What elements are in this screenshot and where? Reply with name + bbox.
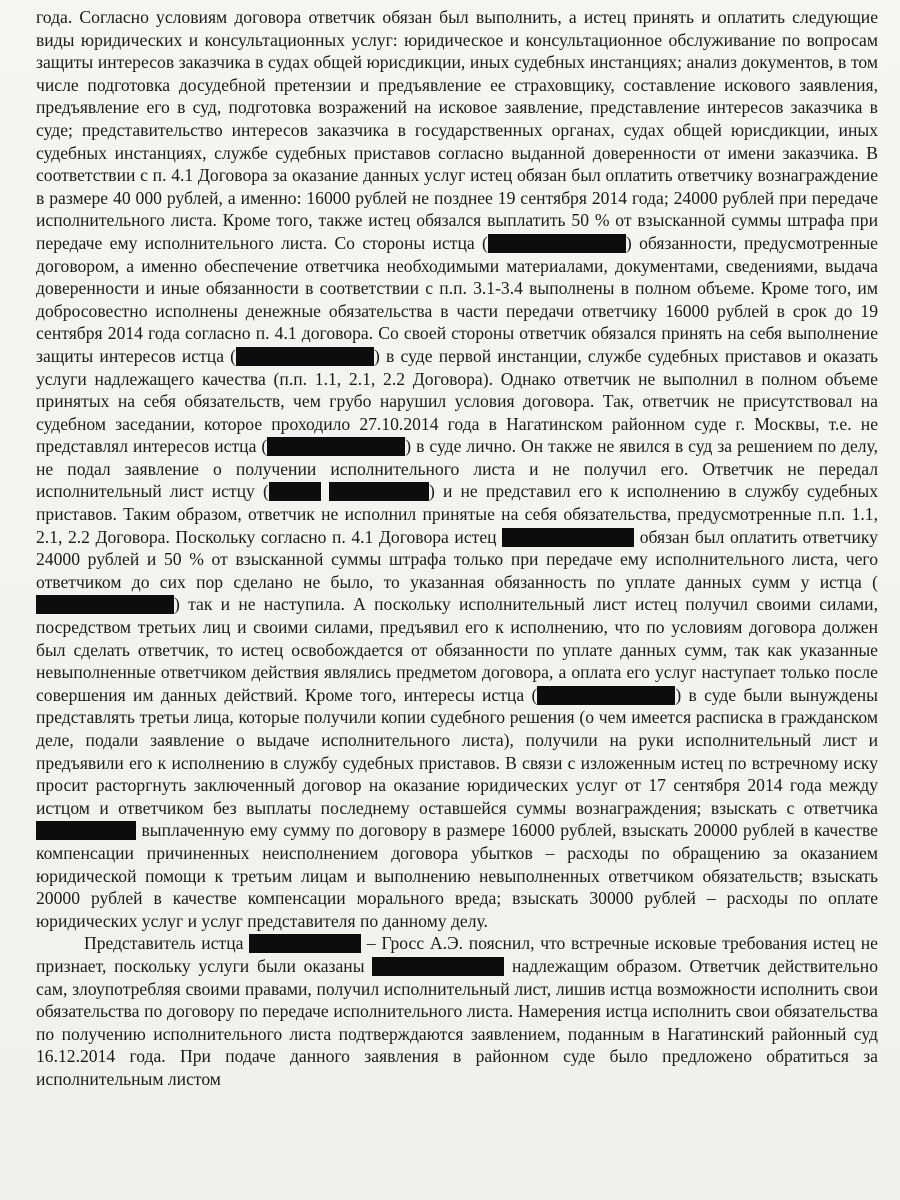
redaction-block bbox=[502, 528, 634, 547]
redaction-block bbox=[236, 347, 374, 366]
text-segment: – Гросс А.Э. пояснил, что встречные исковые требования истец не признает, поскольку услуги были оказаны bbox=[36, 933, 878, 976]
redaction-block bbox=[269, 482, 321, 501]
text-segment bbox=[321, 481, 329, 501]
text-segment: ) в суде были вынуждены представлять третьи лица, которые получили копии судебного решения (о чем имеется расписка в гражданском деле, подали заявление о выдаче исполнительного листа), получили на руки исполнительный лист и предъявили его к исполнению в службу судебных приставов. В связи с изложенным истец по встречному иску просит расторгнуть заключенный договор на оказание юридических услуг от 17 сентября 2014 года между истцом и ответчиком без выплаты последнему оставшейся суммы вознаграждения; взыскать с ответчика bbox=[36, 684, 878, 818]
redaction-block bbox=[36, 595, 174, 614]
paragraph-counterclaim bbox=[36, 6, 878, 932]
text-segment: ) обязанности, предусмотренные договором, а именно обеспечение ответчика необходимыми материалами, документами, сведениями, выдача доверенности и иные обязанности в соответствии с п.п. 3.1-3.4 выполнены в полном объеме. Кроме того, им добросовестно исполнены денежные обязательства в части передачи ответчику 16000 рублей в срок до 19 сентября 2014 года согласно п. 4.1 договора. Со своей стороны ответчик обязался принять на себя выполнение защиты интересов истца ( bbox=[36, 232, 878, 366]
redaction-block bbox=[488, 234, 626, 253]
text-segment: обязан был оплатить ответчику 24000 рублей и 50 % от взысканной суммы штрафа только при передаче ему исполнительного листа, чего ответчиком до сих пор сделано не было, то указанная обязанность по уплате данных сумм у истца ( bbox=[36, 526, 878, 592]
text-segment: ) так и не наступила. А поскольку исполнительный лист истец получил своими силами, посредством третьих лиц и своими силами, предъявил его к исполнению, что по условиям договора должен был сделать ответчик, то истец освобождается от обязанности по уплате данных сумм, так как указанные невыполненные ответчиком действия являлись предметом договора, а оплата его услуг наступает только после совершения им данных действий. Кроме того, интересы истца ( bbox=[36, 594, 878, 705]
text-segment: года. Согласно условиям договора ответчик обязан был выполнить, а истец принять и оплатить следующие виды юридических и консультационных услуг: юридическое и консультационное обслуживание по вопросам защиты интересов заказчика в судах общей юрисдикции, иных судебных инстанциях; анализ документов, в том числе подготовка досудебной претензии и предъявление ее страховщику, составление искового заявления, предъявление его в суд, подготовка возражений на исковое заявление, представление интересов заказчика в суде; представительство интересов заказчика в государственных органах, судах общей юрисдикции, иных судебных инстанциях, службе судебных приставов согласно выданной доверенности от имени заказчика. В соответствии с п. 4.1 Договора за оказание данных услуг истец обязан был оплатить ответчику вознаграждение в размере 40 000 рублей, а именно: 16000 рублей не позднее 19 сентября 2014 года; 24000 рублей при передаче исполнительного листа. Кроме того, также истец обязался выплатить 50 % от взысканной суммы штрафа при передаче ему исполнительного листа. Со стороны истца ( bbox=[36, 7, 878, 253]
text-segment: выплаченную ему сумму по договору в размере 16000 рублей, взыскать 20000 рублей в качестве компенсации причиненных неисполнением договора убытков – расходы по обращению за оказанием юридической помощи к третьим лицам и выполнению невыполненных ответчиком обязательств; взыскать 20000 рублей в качестве компенсации морального вреда; взыскать 30000 рублей – расходы по оплате юридических услуг и услуг представителя по данному делу. bbox=[36, 820, 878, 931]
paragraph-representative-position bbox=[36, 932, 878, 1090]
text-segment: Представитель истца bbox=[84, 933, 250, 954]
text-segment: ) в суде первой инстанции, службе судебных приставов и оказать услуги надлежащего качества (п.п. 1.1, 2.1, 2.2 Договора). Однако ответчик не выполнил в полном объеме принятых на себя обязательств, чем грубо нарушил условия договора. Так, ответчик не присутствовал на судебном заседании, которое проходило 27.10.2014 года в Нагатинском районном суде г. Москвы, т.е. не представлял интересов истца ( bbox=[36, 345, 878, 457]
redaction-block bbox=[372, 957, 504, 976]
text-segment: надлежащим образом. Ответчик действительно сам, злоупотребляя своими правами, получил исполнительный лист, лишив истца возможности исполнить свои обязательства по договору по передаче исполнительного листа. Намерения истца исполнить свои обязательства по получению исполнительного листа подтверждаются заявлением, поданным в Нагатинский районный суд 16.12.2014 года. При подаче данного заявления в районном суде было предложено обратиться за исполнительным листом bbox=[36, 955, 878, 1089]
redaction-block bbox=[267, 437, 405, 456]
redaction-block bbox=[36, 821, 136, 840]
text-segment: ) в суде лично. Он также не явился в суд за решением по делу, не подал заявление о получении исполнительного листа и не получил его. Ответчик не передал исполнительный лист истцу ( bbox=[36, 436, 878, 502]
redaction-block bbox=[537, 686, 675, 705]
text-segment: ) и не представил его к исполнению в службу судебных приставов. Таким образом, ответчик не исполнил принятые на себя обязательства, предусмотренные п.п. 1.1, 2.1, 2.2 Договора. Поскольку согласно п. 4.1 Договора истец bbox=[36, 481, 879, 547]
redaction-block bbox=[329, 482, 429, 501]
redaction-block bbox=[249, 934, 361, 953]
